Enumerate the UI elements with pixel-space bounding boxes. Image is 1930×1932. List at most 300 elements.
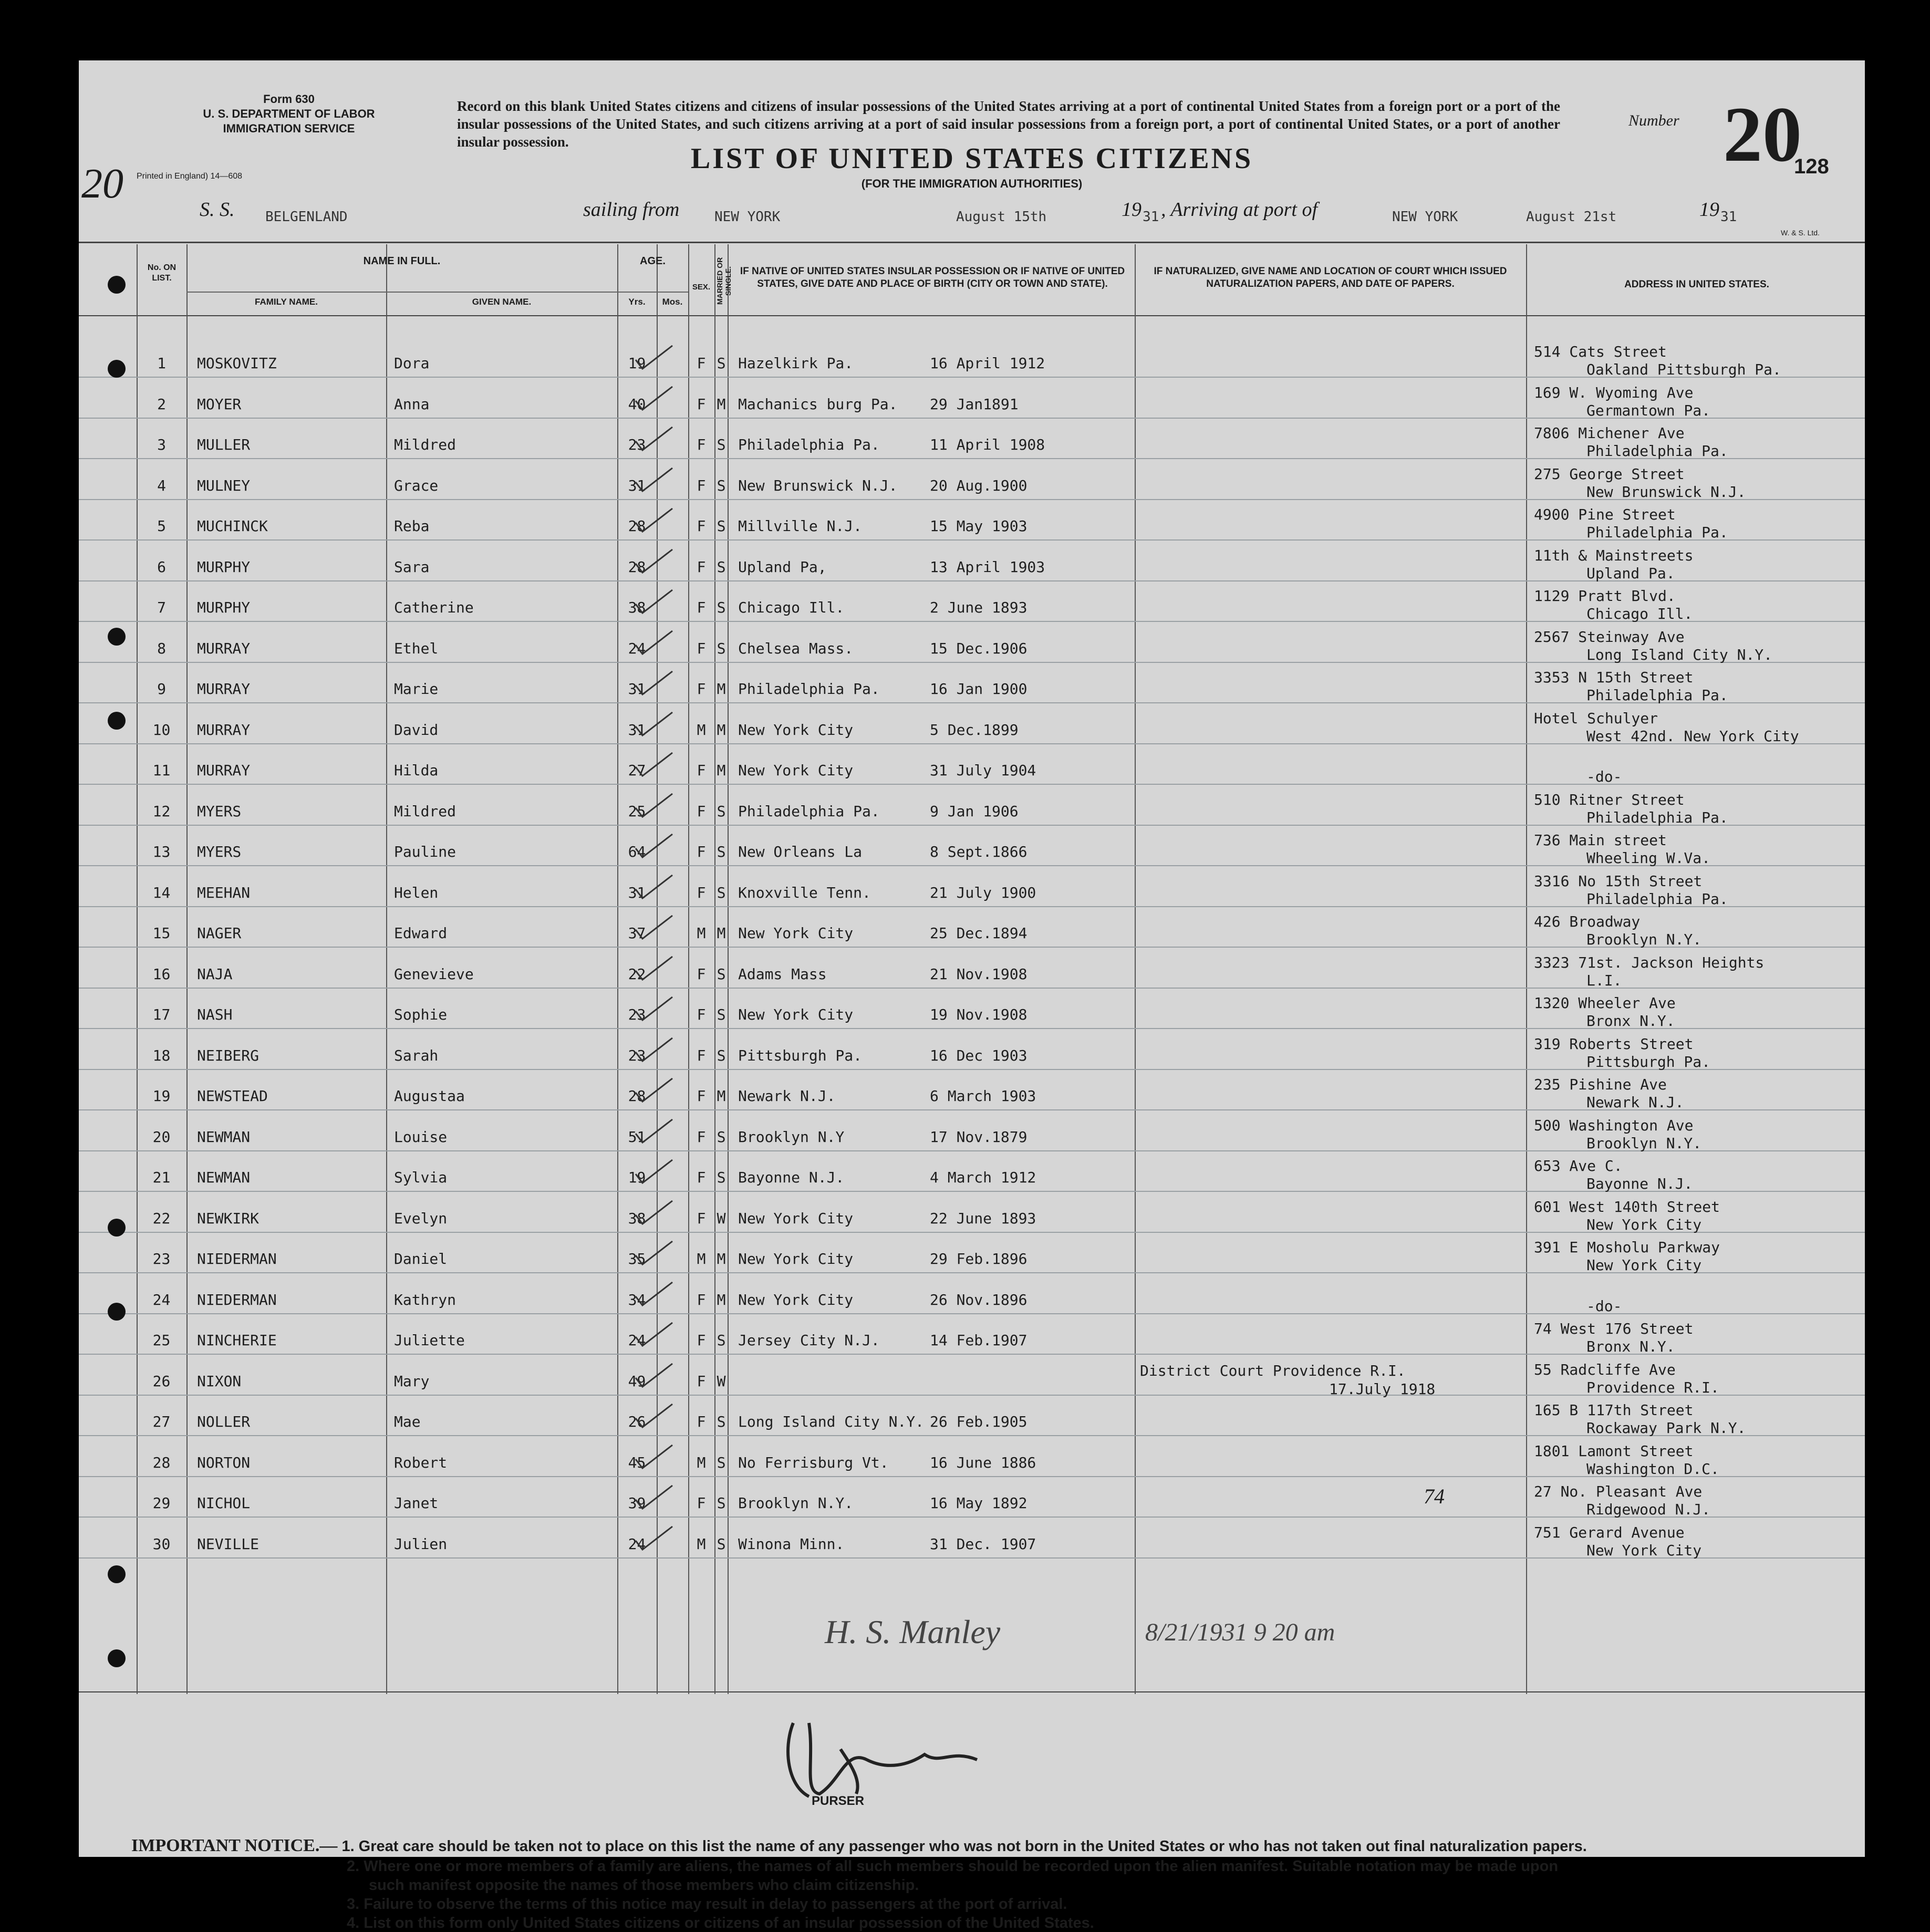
- cell-age-years: 19: [628, 355, 646, 372]
- cell-given-name: Mildred: [394, 436, 456, 453]
- cell-list-number: 3: [157, 436, 166, 453]
- cell-marital-status: S: [717, 517, 726, 535]
- page-title: LIST OF UNITED STATES CITIZENS: [690, 142, 1253, 175]
- cell-address-line1: 601 West 140th Street: [1534, 1198, 1720, 1216]
- cell-sex: M: [697, 1250, 706, 1268]
- cell-address-line2: Philadelphia Pa.: [1586, 442, 1728, 460]
- cell-age-years: 64: [628, 843, 646, 860]
- arrival-date: August 21st: [1526, 209, 1617, 225]
- cell-sex: F: [697, 355, 706, 372]
- checkmark-icon: [628, 993, 675, 1024]
- cell-given-name: David: [394, 721, 439, 739]
- cell-birth-date: 6 March 1903: [930, 1087, 1036, 1105]
- cell-marital-status: S: [717, 843, 726, 860]
- checkmark-icon: [628, 1074, 675, 1106]
- cell-sex: F: [697, 1087, 706, 1105]
- checkmark-icon: [628, 1481, 675, 1513]
- cell-address-line2: Rockaway Park N.Y.: [1586, 1419, 1746, 1437]
- checkmark-icon: [628, 708, 675, 740]
- cell-sex: M: [697, 1453, 706, 1471]
- cell-family-name: MUCHINCK: [197, 517, 268, 535]
- cell-given-name: Grace: [394, 476, 439, 494]
- cell-address-line2: -do-: [1586, 768, 1622, 785]
- cell-given-name: Robert: [394, 1453, 448, 1471]
- cell-birth-date: 8 Sept.1866: [930, 843, 1028, 860]
- cell-address-line1: 3323 71st. Jackson Heights: [1534, 953, 1765, 971]
- ss-label: S. S.: [200, 199, 235, 221]
- checkmark-icon: [628, 790, 675, 821]
- cell-address-line2: Upland Pa.: [1586, 564, 1675, 582]
- cell-age-years: 31: [628, 476, 646, 494]
- header-age: AGE.: [640, 255, 666, 267]
- cell-address-line2: West 42nd. New York City: [1586, 727, 1799, 745]
- cell-list-number: 14: [152, 884, 171, 901]
- service-name: IMMIGRATION SERVICE: [223, 122, 355, 135]
- cell-address-line2: Brooklyn N.Y.: [1586, 1134, 1702, 1152]
- checkmark-icon: [628, 1359, 675, 1391]
- cell-given-name: Kathryn: [394, 1291, 456, 1308]
- cell-address-line2: Washington D.C.: [1586, 1460, 1719, 1478]
- cell-sex: F: [697, 1332, 706, 1349]
- cell-list-number: 23: [152, 1250, 171, 1268]
- cell-marital-status: S: [717, 802, 726, 820]
- notice-heading: IMPORTANT NOTICE.—: [131, 1836, 338, 1855]
- cell-address-line2: New York City: [1586, 1256, 1702, 1274]
- cell-birth-date: 11 April 1908: [930, 436, 1045, 453]
- checkmark-icon: [628, 464, 675, 495]
- sailing-label: sailing from: [583, 199, 680, 221]
- table-bottom-border: [79, 1691, 1865, 1692]
- cell-sex: F: [697, 884, 706, 901]
- form-number: Form 630: [263, 92, 315, 106]
- cell-address-line1: 653 Ave C.: [1534, 1157, 1623, 1175]
- checkmark-icon: [628, 1034, 675, 1065]
- cell-address-line1: 3353 N 15th Street: [1534, 669, 1694, 686]
- cell-birth-place: New York City: [738, 1209, 854, 1227]
- cell-sex: F: [697, 1413, 706, 1430]
- cell-address-line1: 1320 Wheeler Ave: [1534, 994, 1676, 1012]
- cell-marital-status: S: [717, 639, 726, 657]
- cell-birth-date: 17 Nov.1879: [930, 1128, 1028, 1146]
- cell-age-years: 38: [628, 1209, 646, 1227]
- binder-hole: [108, 1565, 126, 1583]
- checkmark-icon: [628, 1237, 675, 1269]
- cell-list-number: 30: [152, 1535, 171, 1553]
- cell-address-line2: Pittsburgh Pa.: [1586, 1053, 1711, 1071]
- cell-given-name: Evelyn: [394, 1209, 448, 1227]
- cell-birth-date: 14 Feb.1907: [930, 1332, 1028, 1349]
- cell-given-name: Dora: [394, 355, 430, 372]
- header-family-name: FAMILY NAME.: [255, 297, 318, 307]
- cell-naturalization: District Court Providence R.I.: [1140, 1362, 1406, 1379]
- checkmark-icon: [628, 871, 675, 902]
- header-bottom-border: [79, 315, 1865, 316]
- cell-family-name: MURRAY: [197, 680, 251, 698]
- cell-address-line1: 426 Broadway: [1534, 913, 1641, 930]
- cell-sex: F: [697, 1006, 706, 1023]
- cell-list-number: 12: [152, 802, 171, 820]
- cell-birth-place: Chelsea Mass.: [738, 639, 854, 657]
- sheet-sub-number: 128: [1794, 155, 1829, 178]
- header-given-name: GIVEN NAME.: [472, 297, 532, 307]
- cell-birth-place: Bayonne N.J.: [738, 1169, 845, 1186]
- cell-birth-place: New York City: [738, 1291, 854, 1308]
- checkmark-icon: [628, 1400, 675, 1431]
- cell-given-name: Sylvia: [394, 1169, 448, 1186]
- form-header: [152, 92, 426, 136]
- notice-item: such manifest opposite the names of those members who claim citizenship.: [369, 1877, 919, 1894]
- cell-birth-place: Hazelkirk Pa.: [738, 355, 854, 372]
- cell-family-name: MOYER: [197, 395, 242, 413]
- important-notice: [131, 1836, 1865, 1856]
- cell-address-line1: 2567 Steinway Ave: [1534, 628, 1685, 646]
- cell-age-years: 38: [628, 599, 646, 616]
- cell-marital-status: M: [717, 1087, 726, 1105]
- binder-hole: [108, 276, 126, 294]
- cell-family-name: NEVILLE: [197, 1535, 260, 1553]
- printer-mark: W. & S. Ltd.: [1781, 228, 1820, 237]
- cell-sex: F: [697, 680, 706, 698]
- checkmark-icon: [628, 1278, 675, 1310]
- cell-family-name: MURRAY: [197, 762, 251, 779]
- header-name-in-full: NAME IN FULL.: [363, 255, 441, 267]
- cell-marital-status: S: [717, 1046, 726, 1064]
- cell-marital-status: W: [717, 1209, 726, 1227]
- purser-label: PURSER: [812, 1794, 865, 1808]
- cell-birth-place: Upland Pa,: [738, 558, 827, 576]
- number-label: Number: [1628, 112, 1679, 129]
- departure-port: NEW YORK: [714, 209, 781, 225]
- cell-given-name: Pauline: [394, 843, 456, 860]
- cell-family-name: NEIBERG: [197, 1046, 260, 1064]
- header-years: Yrs.: [628, 297, 646, 307]
- department-name: U. S. DEPARTMENT OF LABOR: [203, 107, 375, 120]
- cell-marital-status: M: [717, 925, 726, 942]
- cell-birth-place: Long Island City N.Y.: [738, 1413, 925, 1430]
- cell-list-number: 16: [152, 965, 171, 983]
- cell-marital-status: S: [717, 1413, 726, 1430]
- cell-age-years: 22: [628, 965, 646, 983]
- cell-address-line2: Providence R.I.: [1586, 1378, 1719, 1396]
- cell-list-number: 24: [152, 1291, 171, 1308]
- cell-address-line1: 319 Roberts Street: [1534, 1035, 1694, 1053]
- cell-marital-status: S: [717, 884, 726, 901]
- cell-age-years: 51: [628, 1128, 646, 1146]
- cell-sex: F: [697, 599, 706, 616]
- cell-given-name: Edward: [394, 925, 448, 942]
- notice-item: 2. Where one or more members of a family are aliens, the names of all such members should be recorded upon the alien manifest. Suitable notation may be made upon: [347, 1858, 1559, 1875]
- cell-marital-status: S: [717, 1169, 726, 1186]
- cell-address-line1: 275 George Street: [1534, 465, 1685, 483]
- cell-address-line1: 11th & Mainstreets: [1534, 546, 1694, 564]
- cell-family-name: MULNEY: [197, 476, 251, 494]
- cell-address-line1: 3316 No 15th Street: [1534, 872, 1703, 890]
- cell-list-number: 19: [152, 1087, 171, 1105]
- cell-birth-date: 9 Jan 1906: [930, 802, 1019, 820]
- cell-marital-status: M: [717, 721, 726, 739]
- cell-age-years: 28: [628, 1087, 646, 1105]
- cell-address-line1: Hotel Schulyer: [1534, 709, 1658, 727]
- cell-address-line2: Philadelphia Pa.: [1586, 890, 1728, 908]
- cell-birth-place: Adams Mass: [738, 965, 827, 983]
- cell-age-years: 26: [628, 1413, 646, 1430]
- cell-marital-status: S: [717, 1332, 726, 1349]
- checkmark-icon: [628, 830, 675, 861]
- cell-birth-date: 29 Jan1891: [930, 395, 1019, 413]
- cell-given-name: Mary: [394, 1372, 430, 1390]
- binder-hole: [108, 712, 126, 730]
- cell-given-name: Catherine: [394, 599, 474, 616]
- cell-sex: F: [697, 395, 706, 413]
- cell-birth-place: Pittsburgh Pa.: [738, 1046, 863, 1064]
- cell-family-name: NAJA: [197, 965, 233, 983]
- inspector-signature: H. S. Manley: [825, 1613, 1001, 1650]
- cell-list-number: 11: [152, 762, 171, 779]
- cell-sex: F: [697, 1046, 706, 1064]
- cell-address-line2: L.I.: [1586, 971, 1622, 989]
- age-subheader-line: [617, 292, 688, 293]
- cell-family-name: NEWKIRK: [197, 1209, 260, 1227]
- cell-sex: F: [697, 1209, 706, 1227]
- cell-sex: F: [697, 436, 706, 453]
- cell-sex: F: [697, 1169, 706, 1186]
- cell-address-line1: 751 Gerard Avenue: [1534, 1523, 1685, 1541]
- cell-birth-date: 19 Nov.1908: [930, 1006, 1028, 1023]
- margin-annotation: 74: [1424, 1484, 1445, 1508]
- cell-birth-date: 2 June 1893: [930, 599, 1028, 616]
- binder-hole: [108, 1303, 126, 1321]
- notice-item: 3. Failure to observe the terms of this notice may result in delay to passengers at the port of arrival.: [347, 1896, 1067, 1913]
- cell-list-number: 18: [152, 1046, 171, 1064]
- header-birth: IF NATIVE OF UNITED STATES INSULAR POSSESSION OR IF NATIVE OF UNITED STATES, GIVE DATE AND PLACE OF BIRTH (CITY OR TOWN AND STATE).: [740, 266, 1125, 289]
- page-subtitle: (FOR THE IMMIGRATION AUTHORITIES): [861, 177, 1083, 190]
- cell-given-name: Genevieve: [394, 965, 474, 983]
- checkmark-icon: [628, 627, 675, 658]
- checkmark-icon: [628, 1156, 675, 1187]
- cell-age-years: 24: [628, 1332, 646, 1349]
- cell-given-name: Augustaa: [394, 1087, 465, 1105]
- cell-address-line1: 169 W. Wyoming Ave: [1534, 383, 1694, 401]
- cell-address-line1: 1129 Pratt Blvd.: [1534, 587, 1676, 605]
- cell-birth-date: 20 Aug.1900: [930, 476, 1028, 494]
- cell-birth-date: 15 Dec.1906: [930, 639, 1028, 657]
- cell-birth-date: 26 Feb.1905: [930, 1413, 1028, 1430]
- cell-address-line2: Wheeling W.Va.: [1586, 849, 1711, 867]
- table-top-border: [79, 242, 1865, 243]
- cell-family-name: NEWMAN: [197, 1169, 251, 1186]
- checkmark-icon: [628, 545, 675, 577]
- cell-birth-place: Newark N.J.: [738, 1087, 836, 1105]
- checkmark-icon: [628, 586, 675, 617]
- checkmark-icon: [628, 911, 675, 943]
- cell-birth-date: 25 Dec.1894: [930, 925, 1028, 942]
- cell-age-years: 37: [628, 925, 646, 942]
- cell-sex: F: [697, 762, 706, 779]
- cell-marital-status: M: [717, 395, 726, 413]
- cell-list-number: 4: [157, 476, 166, 494]
- cell-given-name: Mae: [394, 1413, 421, 1430]
- cell-birth-place: New York City: [738, 1006, 854, 1023]
- cell-age-years: 19: [628, 1169, 646, 1186]
- cell-marital-status: S: [717, 1006, 726, 1023]
- cell-given-name: Louise: [394, 1128, 448, 1146]
- cell-address-line2: Ridgewood N.J.: [1586, 1501, 1711, 1518]
- checkmark-icon: [628, 1197, 675, 1228]
- cell-birth-place: Brooklyn N.Y: [738, 1128, 845, 1146]
- cell-family-name: NIEDERMAN: [197, 1250, 277, 1268]
- cell-marital-status: S: [717, 1494, 726, 1512]
- cell-given-name: Mildred: [394, 802, 456, 820]
- cell-age-years: 23: [628, 1046, 646, 1064]
- cell-list-number: 17: [152, 1006, 171, 1023]
- cell-birth-place: Machanics burg Pa.: [738, 395, 898, 413]
- binder-hole: [108, 1219, 126, 1237]
- cell-marital-status: M: [717, 680, 726, 698]
- cell-sex: M: [697, 721, 706, 739]
- cell-address-line2: -do-: [1586, 1297, 1622, 1315]
- manifest-page: [79, 60, 1865, 1931]
- cell-list-number: 9: [157, 680, 166, 698]
- cell-birth-place: New York City: [738, 1250, 854, 1268]
- cell-naturalization: 17.July 1918: [1329, 1380, 1436, 1398]
- cell-birth-date: 16 June 1886: [930, 1453, 1036, 1471]
- printed-note: Printed in England) 14—608: [137, 172, 243, 181]
- arrival-year-prefix: 19: [1699, 199, 1719, 221]
- cell-address-line2: Chicago Ill.: [1586, 605, 1693, 622]
- cell-birth-place: Millville N.J.: [738, 517, 863, 535]
- cell-given-name: Marie: [394, 680, 439, 698]
- cell-list-number: 2: [157, 395, 166, 413]
- cell-birth-date: 22 June 1893: [930, 1209, 1036, 1227]
- name-subheader-line: [186, 292, 617, 293]
- cell-address-line1: 55 Radcliffe Ave: [1534, 1360, 1676, 1378]
- notice-item: 4. List on this form only United States citizens or citizens of an insular possession of the United States.: [347, 1915, 1094, 1931]
- cell-birth-place: New York City: [738, 762, 854, 779]
- cell-age-years: 40: [628, 395, 646, 413]
- cell-birth-date: 29 Feb.1896: [930, 1250, 1028, 1268]
- cell-sex: F: [697, 639, 706, 657]
- cell-family-name: NEWMAN: [197, 1128, 251, 1146]
- cell-sex: M: [697, 925, 706, 942]
- cell-list-number: 13: [152, 843, 171, 860]
- cell-birth-date: 16 Dec 1903: [930, 1046, 1028, 1064]
- cell-address-line1: 4900 Pine Street: [1534, 506, 1676, 523]
- cell-marital-status: M: [717, 1291, 726, 1308]
- cell-given-name: Janet: [394, 1494, 439, 1512]
- cell-address-line2: Long Island City N.Y.: [1586, 646, 1773, 663]
- cell-family-name: NEWSTEAD: [197, 1087, 268, 1105]
- handwritten-corner-number: 20: [81, 161, 123, 207]
- cell-family-name: MURPHY: [197, 558, 251, 576]
- cell-birth-date: 31 Dec. 1907: [930, 1535, 1036, 1553]
- cell-age-years: 25: [628, 802, 646, 820]
- cell-sex: F: [697, 517, 706, 535]
- cell-marital-status: W: [717, 1372, 726, 1390]
- cell-family-name: MYERS: [197, 843, 242, 860]
- cell-given-name: Reba: [394, 517, 430, 535]
- cell-birth-place: New Orleans La: [738, 843, 863, 860]
- checkmark-icon: [628, 341, 675, 373]
- arrival-year-suffix: 31: [1720, 209, 1737, 225]
- cell-address-line1: 391 E Mosholu Parkway: [1534, 1239, 1720, 1256]
- cell-family-name: MURPHY: [197, 599, 251, 616]
- cell-age-years: 24: [628, 1535, 646, 1553]
- cell-age-years: 45: [628, 1453, 646, 1471]
- cell-birth-date: 16 May 1892: [930, 1494, 1028, 1512]
- checkmark-icon: [628, 1441, 675, 1472]
- cell-age-years: 35: [628, 1250, 646, 1268]
- header-married-single: MARRIED OR SINGLE.: [715, 257, 732, 305]
- cell-marital-status: S: [717, 1128, 726, 1146]
- cell-given-name: Ethel: [394, 639, 439, 657]
- cell-age-years: 28: [628, 517, 646, 535]
- cell-birth-date: 4 March 1912: [930, 1169, 1036, 1186]
- cell-family-name: NIXON: [197, 1372, 242, 1390]
- cell-family-name: NASH: [197, 1006, 233, 1023]
- cell-address-line2: New York City: [1586, 1216, 1702, 1233]
- cell-birth-place: Philadelphia Pa.: [738, 680, 880, 698]
- cell-sex: F: [697, 843, 706, 860]
- cell-family-name: NICHOL: [197, 1494, 251, 1512]
- cell-marital-status: S: [717, 355, 726, 372]
- cell-marital-status: S: [717, 1453, 726, 1471]
- cell-address-line1: 74 West 176 Street: [1534, 1320, 1694, 1337]
- cell-given-name: Anna: [394, 395, 430, 413]
- cell-list-number: 8: [157, 639, 166, 657]
- header-sex: SEX.: [692, 283, 711, 292]
- cell-list-number: 22: [152, 1209, 171, 1227]
- cell-address-line2: Bronx N.Y.: [1586, 1338, 1675, 1355]
- cell-marital-status: M: [717, 762, 726, 779]
- cell-address-line2: New York City: [1586, 1541, 1702, 1559]
- cell-age-years: 31: [628, 680, 646, 698]
- cell-list-number: 29: [152, 1494, 171, 1512]
- cell-address-line2: Bronx N.Y.: [1586, 1012, 1675, 1030]
- cell-age-years: 24: [628, 639, 646, 657]
- cell-birth-place: New Brunswick N.J.: [738, 476, 898, 494]
- cell-list-number: 21: [152, 1169, 171, 1186]
- cell-sex: F: [697, 1291, 706, 1308]
- cell-address-line2: Germantown Pa.: [1586, 401, 1711, 419]
- cell-age-years: 27: [628, 762, 646, 779]
- record-instructions: Record on this blank United States citizens and citizens of insular possessions of the United States arriving at a port of continental United States from a foreign port or a port of the insular possessions of the United States, and such citizens arriving at a port of said insular possessions from a foreign port, a port of continental United States, or a port of another insular possession.: [457, 98, 1560, 150]
- purser-signature: [751, 1702, 1003, 1817]
- cell-list-number: 7: [157, 599, 166, 616]
- inspector-date-note: 8/21/1931 9 20 am: [1145, 1618, 1335, 1646]
- cell-address-line1: 736 Main street: [1534, 832, 1667, 849]
- cell-birth-place: Winona Minn.: [738, 1535, 845, 1553]
- notice-item: 1. Great care should be taken not to place on this list the name of any passenger who was not born in the United States or who has not taken out final naturalization papers.: [341, 1838, 1587, 1855]
- checkmark-icon: [628, 382, 675, 414]
- cell-given-name: Sophie: [394, 1006, 448, 1023]
- cell-birth-place: New York City: [738, 721, 854, 739]
- cell-address-line1: 500 Washington Ave: [1534, 1116, 1694, 1134]
- binder-hole: [108, 628, 126, 646]
- sheet-number: 20: [1723, 91, 1802, 178]
- departure-date: August 15th: [956, 209, 1047, 225]
- checkmark-icon: [628, 1522, 675, 1554]
- cell-family-name: MOSKOVITZ: [197, 355, 277, 372]
- cell-family-name: NAGER: [197, 925, 242, 942]
- cell-given-name: Hilda: [394, 762, 439, 779]
- departure-year-suffix: 31: [1143, 209, 1159, 225]
- cell-sex: F: [697, 558, 706, 576]
- cell-family-name: MYERS: [197, 802, 242, 820]
- checkmark-icon: [628, 667, 675, 699]
- cell-given-name: Daniel: [394, 1250, 448, 1268]
- cell-address-line2: New Brunswick N.J.: [1586, 483, 1746, 501]
- checkmark-icon: [628, 504, 675, 536]
